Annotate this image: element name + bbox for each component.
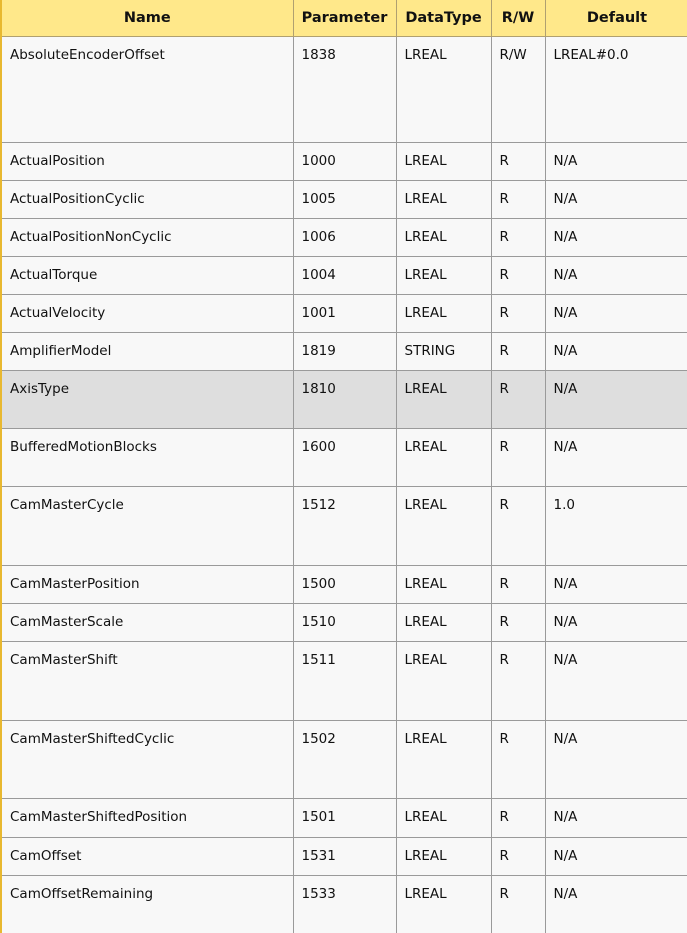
cell-default: N/A bbox=[545, 837, 687, 875]
table-row bbox=[1, 294, 687, 332]
cell-datatype: LREAL bbox=[396, 603, 491, 641]
cell-default: N/A bbox=[545, 875, 687, 933]
cell-name: AmplifierModel bbox=[1, 332, 293, 370]
cell-default: N/A bbox=[545, 180, 687, 218]
cell-rw: R bbox=[491, 428, 545, 486]
cell-parameter: 1511 bbox=[293, 641, 396, 720]
cell-datatype: LREAL bbox=[396, 428, 491, 486]
cell-datatype: LREAL bbox=[396, 370, 491, 428]
header-row bbox=[1, 0, 687, 36]
cell-parameter: 1810 bbox=[293, 370, 396, 428]
cell-default: N/A bbox=[545, 641, 687, 720]
header-rw[interactable]: R/W bbox=[491, 0, 545, 36]
header-datatype[interactable]: DataType bbox=[396, 0, 491, 36]
cell-default: N/A bbox=[545, 332, 687, 370]
table-row bbox=[1, 36, 687, 142]
cell-datatype: LREAL bbox=[396, 36, 491, 142]
cell-datatype: LREAL bbox=[396, 641, 491, 720]
cell-parameter: 1838 bbox=[293, 36, 396, 142]
table-row bbox=[1, 837, 687, 875]
cell-datatype: LREAL bbox=[396, 218, 491, 256]
cell-name: ActualPositionCyclic bbox=[1, 180, 293, 218]
cell-default: N/A bbox=[545, 370, 687, 428]
cell-name: ActualTorque bbox=[1, 256, 293, 294]
cell-datatype: LREAL bbox=[396, 565, 491, 603]
cell-rw: R bbox=[491, 837, 545, 875]
cell-name: CamMasterCycle bbox=[1, 486, 293, 565]
table-row bbox=[1, 720, 687, 798]
cell-parameter: 1004 bbox=[293, 256, 396, 294]
cell-parameter: 1005 bbox=[293, 180, 396, 218]
cell-name: AbsoluteEncoderOffset bbox=[1, 36, 293, 142]
cell-name: CamMasterPosition bbox=[1, 565, 293, 603]
cell-rw: R bbox=[491, 798, 545, 837]
cell-name: ActualPosition bbox=[1, 142, 293, 180]
cell-rw: R bbox=[491, 370, 545, 428]
cell-rw: R bbox=[491, 180, 545, 218]
cell-default: LREAL#0.0 bbox=[545, 36, 687, 142]
cell-name: BufferedMotionBlocks bbox=[1, 428, 293, 486]
table-row bbox=[1, 256, 687, 294]
cell-parameter: 1600 bbox=[293, 428, 396, 486]
cell-datatype: LREAL bbox=[396, 875, 491, 933]
cell-default: 1.0 bbox=[545, 486, 687, 565]
cell-rw: R bbox=[491, 294, 545, 332]
cell-default: N/A bbox=[545, 603, 687, 641]
cell-datatype: LREAL bbox=[396, 256, 491, 294]
cell-rw: R bbox=[491, 565, 545, 603]
cell-parameter: 1533 bbox=[293, 875, 396, 933]
cell-rw: R bbox=[491, 720, 545, 798]
cell-parameter: 1006 bbox=[293, 218, 396, 256]
table-row bbox=[1, 641, 687, 720]
table-row bbox=[1, 180, 687, 218]
cell-default: N/A bbox=[545, 565, 687, 603]
table-row bbox=[1, 798, 687, 837]
table-row bbox=[1, 603, 687, 641]
cell-datatype: LREAL bbox=[396, 837, 491, 875]
cell-rw: R bbox=[491, 603, 545, 641]
cell-parameter: 1510 bbox=[293, 603, 396, 641]
cell-name: ActualPositionNonCyclic bbox=[1, 218, 293, 256]
table-row bbox=[1, 428, 687, 486]
table-row bbox=[1, 332, 687, 370]
cell-parameter: 1502 bbox=[293, 720, 396, 798]
cell-datatype: LREAL bbox=[396, 294, 491, 332]
cell-rw: R/W bbox=[491, 36, 545, 142]
cell-default: N/A bbox=[545, 294, 687, 332]
cell-name: CamOffset bbox=[1, 837, 293, 875]
cell-default: N/A bbox=[545, 428, 687, 486]
cell-name: CamMasterShiftedCyclic bbox=[1, 720, 293, 798]
cell-default: N/A bbox=[545, 256, 687, 294]
cell-parameter: 1500 bbox=[293, 565, 396, 603]
header-parameter[interactable]: Parameter bbox=[293, 0, 396, 36]
table-row bbox=[1, 142, 687, 180]
cell-name: CamMasterScale bbox=[1, 603, 293, 641]
table-row bbox=[1, 875, 687, 933]
cell-datatype: LREAL bbox=[396, 180, 491, 218]
cell-datatype: LREAL bbox=[396, 486, 491, 565]
cell-rw: R bbox=[491, 256, 545, 294]
table-row-highlighted bbox=[1, 370, 687, 428]
cell-rw: R bbox=[491, 142, 545, 180]
cell-parameter: 1512 bbox=[293, 486, 396, 565]
cell-rw: R bbox=[491, 875, 545, 933]
header-default[interactable]: Default bbox=[545, 0, 687, 36]
cell-name: CamMasterShift bbox=[1, 641, 293, 720]
cell-rw: R bbox=[491, 641, 545, 720]
cell-rw: R bbox=[491, 486, 545, 565]
cell-datatype: LREAL bbox=[396, 142, 491, 180]
cell-default: N/A bbox=[545, 720, 687, 798]
cell-rw: R bbox=[491, 332, 545, 370]
cell-rw: R bbox=[491, 218, 545, 256]
cell-default: N/A bbox=[545, 218, 687, 256]
cell-datatype: STRING bbox=[396, 332, 491, 370]
cell-parameter: 1001 bbox=[293, 294, 396, 332]
cell-name: CamMasterShiftedPosition bbox=[1, 798, 293, 837]
cell-default: N/A bbox=[545, 798, 687, 837]
cell-datatype: LREAL bbox=[396, 798, 491, 837]
cell-parameter: 1501 bbox=[293, 798, 396, 837]
cell-name: AxisType bbox=[1, 370, 293, 428]
cell-datatype: LREAL bbox=[396, 720, 491, 798]
cell-name: ActualVelocity bbox=[1, 294, 293, 332]
header-name[interactable]: Name bbox=[1, 0, 293, 36]
cell-parameter: 1819 bbox=[293, 332, 396, 370]
cell-parameter: 1000 bbox=[293, 142, 396, 180]
cell-default: N/A bbox=[545, 142, 687, 180]
table-row bbox=[1, 218, 687, 256]
table-row bbox=[1, 486, 687, 565]
cell-name: CamOffsetRemaining bbox=[1, 875, 293, 933]
table-row bbox=[1, 565, 687, 603]
cell-parameter: 1531 bbox=[293, 837, 396, 875]
